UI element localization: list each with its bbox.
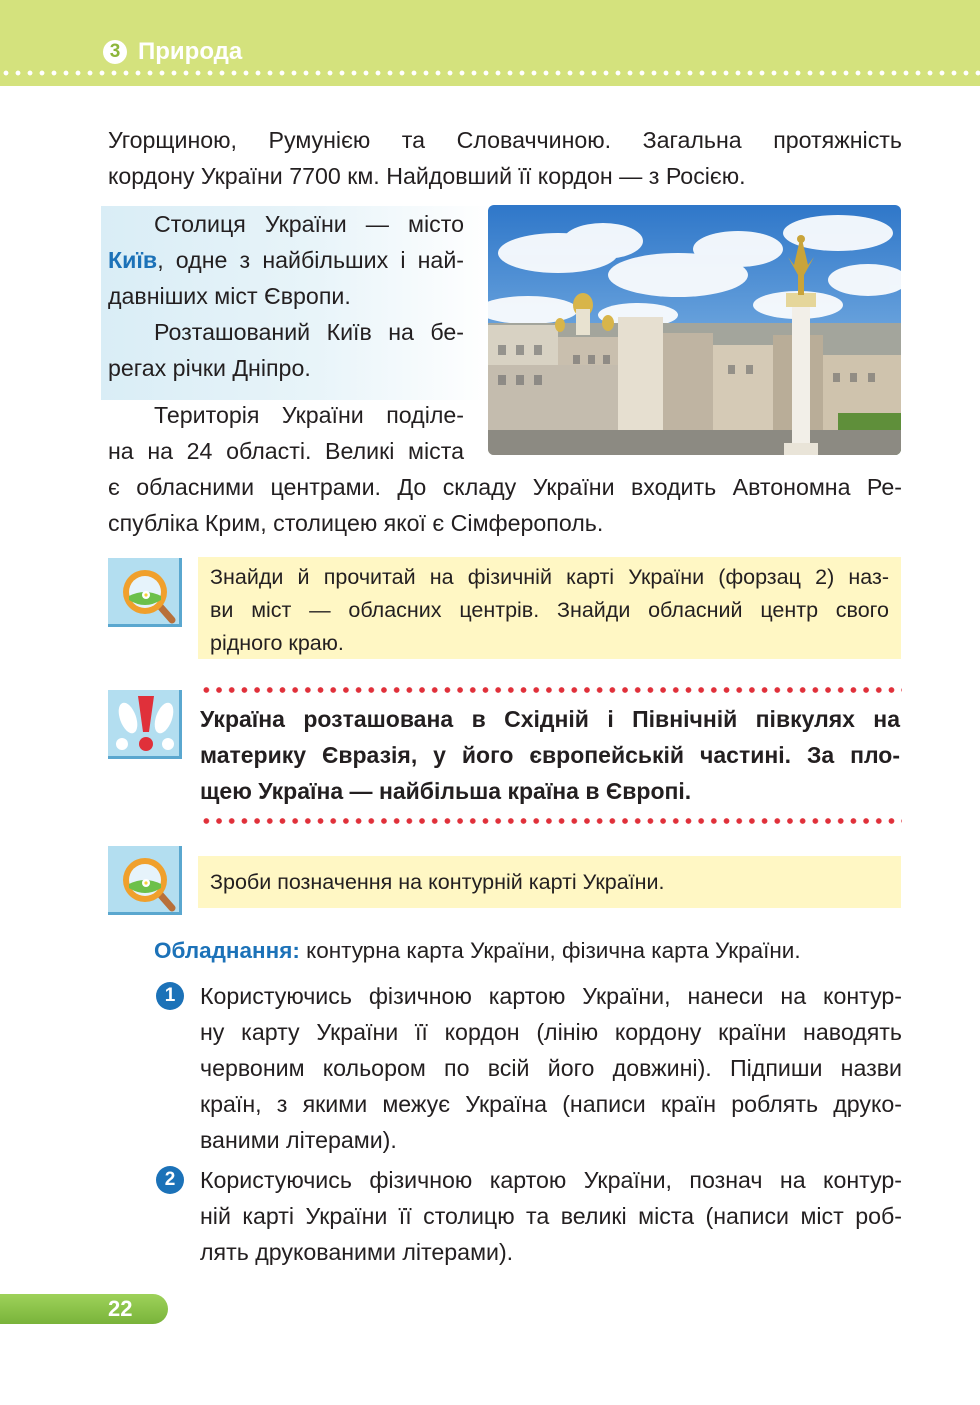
step-2-line-1: Користуючись фізичною картою України, познач на контур- bbox=[200, 1167, 902, 1193]
territory-line-3: є обласними центрами. До складу України входить Автономна Ре- bbox=[108, 474, 902, 500]
dnipro-line-1: Розташований Київ на бе- bbox=[154, 319, 464, 345]
capital-line-2 bbox=[108, 242, 464, 278]
step-2-line-2: ній карті України її столицю та великі міста (написи міст роб- bbox=[200, 1203, 902, 1229]
step-1-line-4: країн, з якими межує Україна (написи країн роблять друко- bbox=[200, 1091, 902, 1117]
territory-line-4: спубліка Крим, столицею якої є Сімферополь. bbox=[108, 510, 604, 536]
territory-line-2: на на 24 області. Великі міста bbox=[108, 438, 464, 464]
step-1-line-1: Користуючись фізичною картою України, нанеси на контур- bbox=[200, 983, 902, 1009]
task-1-line-3: рідного краю. bbox=[210, 631, 344, 655]
chapter-number-badge: 3 bbox=[103, 40, 127, 64]
task-1-line-2: ви міст — обласних центрів. Знайди обласний центр свого bbox=[210, 598, 889, 622]
equipment-text: контурна карта України, фізична карта України. bbox=[299, 938, 801, 963]
capital-line-2-rest: , одне з найбільших і най- bbox=[157, 247, 464, 273]
task-magnifier-icon bbox=[108, 846, 182, 916]
step-1-number-badge: 1 bbox=[156, 982, 184, 1010]
kyiv-independence-square-photo bbox=[488, 205, 901, 455]
important-exclamation-icon bbox=[108, 690, 182, 760]
step-1-line-3: червоним кольором по всій його довжині). Підпиши назви bbox=[200, 1055, 902, 1081]
task-2-text: Зроби позначення на контурній карті України. bbox=[210, 870, 665, 894]
territory-line-1: Територія України поділе- bbox=[154, 402, 464, 428]
capital-line-1: Столиця України — місто bbox=[154, 211, 464, 237]
task-1-line-1: Знайди й прочитай на фізичній карті України (форзац 2) наз- bbox=[210, 565, 889, 589]
step-1-line-2: ну карту України її кордон (лінію кордону країни наводять bbox=[200, 1019, 902, 1045]
capital-line-3: давніших міст Європи. bbox=[108, 283, 351, 309]
task-magnifier-icon bbox=[108, 558, 182, 628]
chapter-header bbox=[0, 0, 980, 86]
dnipro-line-2: регах річки Дніпро. bbox=[108, 355, 311, 381]
important-line-1: Україна розташована в Східній і Північній півкулях на bbox=[200, 706, 900, 732]
important-statement bbox=[200, 701, 900, 809]
task-box-2 bbox=[198, 856, 901, 908]
kyiv-term: Київ bbox=[108, 247, 158, 273]
step-2-number-badge: 2 bbox=[156, 1166, 184, 1194]
header-dotted-line bbox=[0, 70, 980, 76]
intro-line-2: кордону України 7700 км. Найдовший її кордон — з Росією. bbox=[108, 163, 746, 189]
important-line-2: материку Євразія, у його європейській частині. За пло- bbox=[200, 742, 900, 768]
equipment-line bbox=[154, 933, 902, 969]
equipment-label: Обладнання: bbox=[154, 938, 300, 963]
important-top-dotted-line bbox=[200, 686, 902, 694]
chapter-title: Природа bbox=[138, 38, 243, 65]
page-number-tab bbox=[0, 1294, 168, 1324]
page-number: 22 bbox=[108, 1296, 133, 1321]
intro-line-1: Угорщиною, Румунією та Словаччиною. Загальна протяжність bbox=[108, 127, 902, 153]
step-2-line-3: лять друкованими літерами). bbox=[200, 1239, 514, 1265]
important-bottom-dotted-line bbox=[200, 817, 902, 825]
step-1-line-5: ваними літерами). bbox=[200, 1127, 397, 1153]
task-box-1 bbox=[198, 557, 901, 659]
important-line-3: щею Україна — найбільша країна в Європі. bbox=[200, 778, 692, 804]
